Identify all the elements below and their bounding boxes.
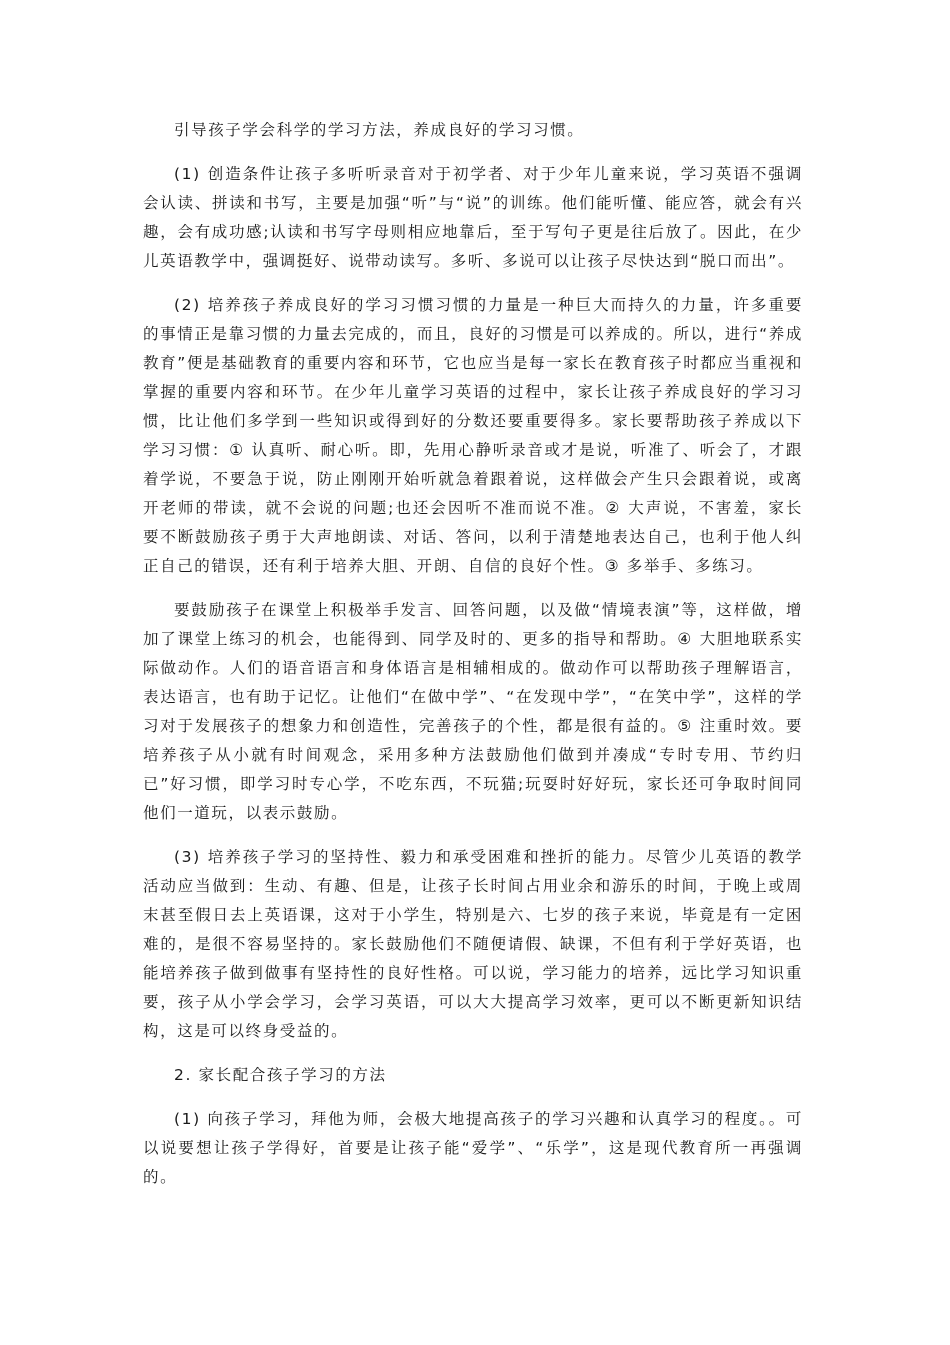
section-heading: 2. 家长配合孩子学习的方法 — [174, 1066, 387, 1084]
paragraph-persistence: (3) 培养孩子学习的坚持性、毅力和承受困难和挫折的能力。尽管少儿英语的教学活动应当做到：生动、有趣、但是，让孩子长时间占用业余和游乐的时间，于晚上或周末甚至假日去上英语课，这对于小学生，特别是六、七岁的孩子来说，毕竟是有一定困难的，是很不容易坚持的。家长鼓励他们不随便请假、缺课，不但有利于学好英语，也能培养孩子做到做事有坚持性的良好性格。可以说，学习能力的培养，远比学习知识重要，孩子从小学会学习，会学习英语，可以大大提高学习效率，更可以不断更新知识结构，这是可以终身受益的。 — [143, 848, 803, 1040]
document-body — [143, 116, 803, 1207]
paragraph-learn-from-child: (1) 向孩子学习，拜他为师，会极大地提高孩子的学习兴趣和认真学习的程度。。可以说要想让孩子学得好，首要是让孩子能“爱学”、“乐学”，这是现代教育所一再强调的。 — [143, 1110, 803, 1186]
paragraph-listening: (1) 创造条件让孩子多听听录音对于初学者、对于少年儿童来说，学习英语不强调会认读、拼读和书写，主要是加强“听”与“说”的训练。他们能听懂、能应答，就会有兴趣，会有成功感;认读和书写字母则相应地靠后，至于写句子更是往后放了。因此，在少儿英语教学中，强调挺好、说带动读写。多听、多说可以让孩子尽快达到“脱口而出”。 — [143, 165, 803, 270]
paragraph-habits: (2) 培养孩子养成良好的学习习惯习惯的力量是一种巨大而持久的力量，许多重要的事情正是靠习惯的力量去完成的，而且，良好的习惯是可以养成的。所以，进行“养成教育”便是基础教育的重要内容和环节，它也应当是每一家长在教育孩子时都应当重视和掌握的重要内容和环节。在少年儿童学习英语的过程中，家长让孩子养成良好的学习习惯，比让他们多学到一些知识或得到好的分数还要重要得多。家长要帮助孩子养成以下学习习惯：① 认真听、耐心听。即，先用心静听录音或才是说，听准了、听会了，才跟着学说，不要急于说，防止刚刚开始听就急着跟着说，这样做会产生只会跟着说，或离开老师的带读，就不会说的问题;也还会因听不准而说不准。② 大声说，不害羞，家长要不断鼓励孩子勇于大声地朗读、对话、答问，以利于清楚地表达自己，也利于他人纠正自己的错误，还有利于培养大胆、开朗、自信的良好个性。③ 多举手、多练习。 — [143, 296, 803, 575]
paragraph-encourage: 要鼓励孩子在课堂上积极举手发言、回答问题，以及做“情境表演”等，这样做，增加了课堂上练习的机会，也能得到、同学及时的、更多的指导和帮助。④ 大胆地联系实际做动作。人们的语音语言和身体语言是相辅相成的。做动作可以帮助孩子理解语言，表达语言，也有助于记忆。让他们“在做中学”、“在发现中学”，“在笑中学”，这样的学习对于发展孩子的想象力和创造性，完善孩子的个性，都是很有益的。⑤ 注重时效。要培养孩子从小就有时间观念，采用多种方法鼓励他们做到并凑成“专时专用、节约归已”好习惯，即学习时专心学，不吃东西，不玩猫;玩耍时好好玩，家长还可争取时间同他们一道玩，以表示鼓励。 — [143, 601, 803, 822]
paragraph-intro: 引导孩子学会科学的学习方法，养成良好的学习习惯。 — [174, 121, 585, 139]
